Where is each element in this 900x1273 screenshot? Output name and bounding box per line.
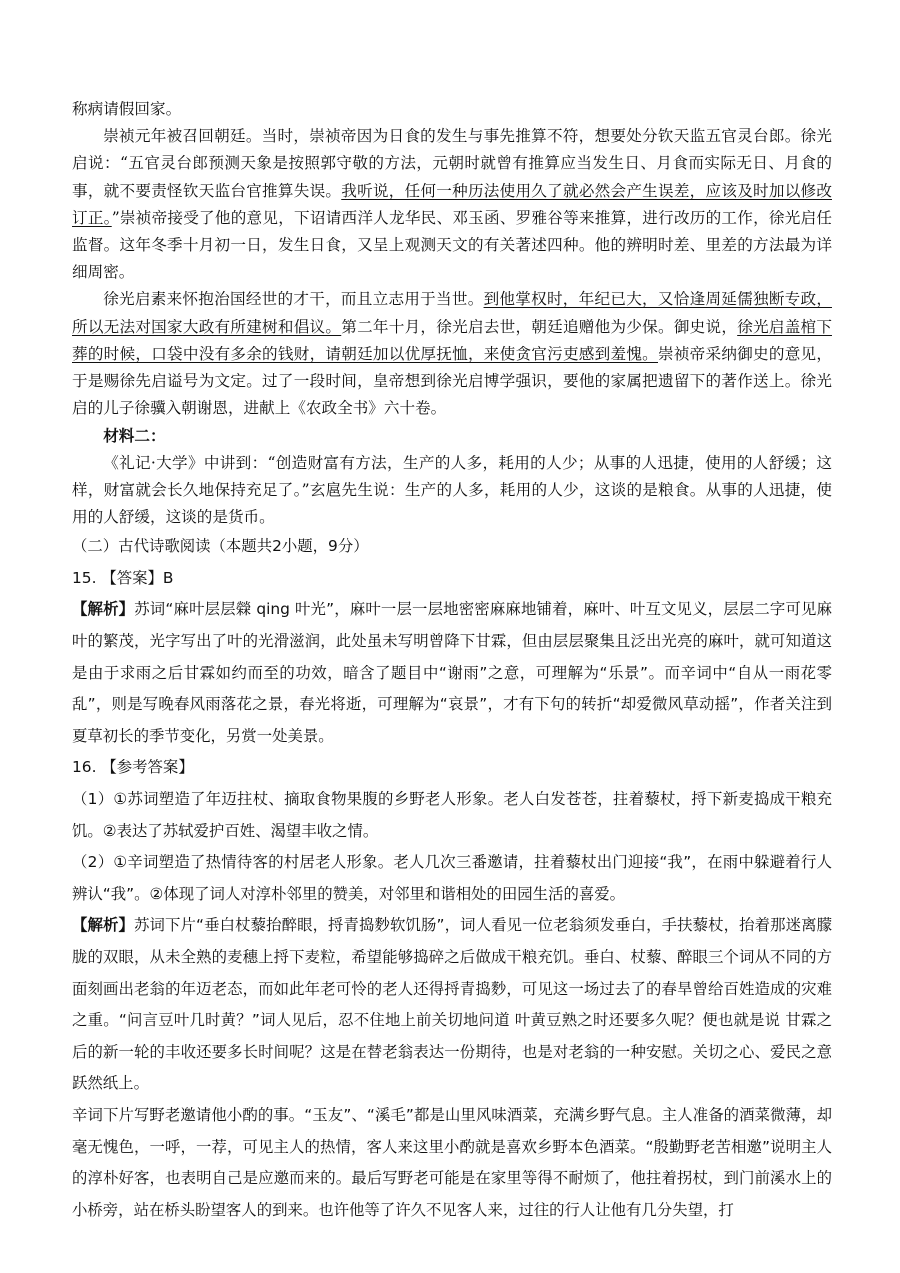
underlined-text: 徐光启盖棺下葬的时候，口袋中没有多余的钱财，请朝廷加以优厚抚恤，来使贪官污吏感到羞愧。 [72, 317, 832, 363]
q16-analysis [72, 910, 832, 1100]
q15-answer: 15. 【答案】B [72, 568, 174, 587]
text: ”崇祯帝接受了他的意见，下诏请西洋人龙华民、邓玉函、罗雅谷等来推算，进行改历的工作，徐光启任监督。这年冬季十月初一日，发生日食，又呈上观测天文的有关著述四种。他的辨明时差、里差的方法最为详细周密。 [72, 208, 833, 282]
section-heading: （二）古代诗歌阅读（本题共2小题，9分） [72, 537, 369, 556]
analysis-label: 【解析】 [72, 600, 135, 619]
paragraph [72, 123, 832, 286]
q16-analysis-continued: 辛词下片写野老邀请他小酌的事。“玉友”、“溪毛”都是山里风味酒菜，充满乡野气息。主人准备的酒菜微薄，却毫无愧色，一呼，一荐，可见主人的热情，客人来这里小酌就是喜欢乡野本色酒菜。“殷勤野老苦相邀”说明主人的淳朴好客，也表明自己是应邀而来的。最后写野老可能是在家里等得不耐烦了，他拄着拐杖，到门前溪水上的小桥旁，站在桥头盼望客人的到来。也许他等了许久不见客人来，过往的行人让他有几分失望，打 [72, 1105, 832, 1219]
answer-section [72, 531, 832, 1226]
text: 崇祯帝采纳御史的意见，于是赐徐先启谥号为文定。过了一段时间，皇帝想到徐光启博学强识，要他的家属把遗留下的著作送上。徐光启的儿子徐骥入朝谢恩，进献上《农政全书》六十卷。 [72, 344, 832, 418]
paragraph [72, 286, 832, 422]
analysis-label: 【解析】 [72, 916, 134, 935]
underlined-text: 到他掌权时，年纪已大，又恰逢周延儒独断专政，所以无法对国家大政有所建树和倡议。 [72, 290, 832, 336]
q16-item-2: （2）①辛词塑造了热情待客的村居老人形象。老人几次三番邀请，拄着藜杖出门迎接“我”，在雨中躲避着行人辨认“我”。②体现了词人对淳朴邻里的赞美，对邻里和谐相处的田园生活的喜爱。 [72, 853, 832, 903]
text: 第二年十月，徐光启去世，朝廷追赠他为少保。御史说， [341, 317, 738, 336]
text: 徐光启素来怀抱治国经世的才干，而且立志用于当世。 [103, 290, 484, 309]
text: 苏词下片“垂白杖藜抬醉眼，捋青捣麨软饥肠”，词人看见一位老翁须发垂白，手扶藜杖，抬着那迷离朦胧的双眼，从未全熟的麦穗上捋下麦粒，希望能够捣碎之后做成干粮充饥。垂白、杖藜、醉眼三个词从不同的方面刻画出老翁的年迈老态，而如此年老可怜的老人还得捋青捣麨，可见这一场过去了的春旱曾给百姓造成的灾难之重。“问言豆叶几时黄？”词人见后，忍不住地上前关切地问道 叶黄豆熟之时还要多久呢？便也就是说 甘霖之后的新一轮的丰收还要多长时间呢？这是在替老翁表达一份期待，也是对老翁的一种安慰。关切之心、爱民之意跃然纸上。 [72, 916, 832, 1093]
underlined-text: 我听说，任何一种历法使用久了就必然会产生误差，应该及时加以修改订正。 [72, 181, 832, 227]
q15-analysis [72, 594, 832, 752]
text: 崇祯元年被召回朝廷。当时，崇祯帝因为日食的发生与事先推算不符，想要处分钦天监五官灵台郎。徐光启说：“五官灵台郎预测天象是按照郭守敬的方法，元朝时就曾有推算应当发生日、月食而实际无日、月食的事，就不要责怪钦天监台官推算失误。 [72, 127, 832, 200]
q16-answer: 16. 【参考答案】 [72, 758, 194, 777]
paragraph: 称病请假回家。 [72, 100, 182, 118]
text: 苏词“麻叶层层檾 qing 叶光”，麻叶一层一层地密密麻麻地铺着，麻叶、叶互文见义，层层二字可见麻叶的繁茂，光字写出了叶的光滑滋润，此处虽未写明曾降下甘霖，但由层层聚集且泛出光亮的麻叶，就可知道这是由于求雨之后甘霖如约而至的功效，暗含了题目中“谢雨”之意，可理解为“乐景”。而辛词中“自从一雨花零乱”，则是写晚春风雨落花之景，春光将逝，可理解为“哀景”，才有下句的转折“却爱微风草动摇”，作者关注到夏草初长的季节变化，另赏一处美景。 [72, 600, 832, 745]
material-two-heading: 材料二： [103, 426, 166, 446]
document-body [72, 96, 832, 1226]
paragraph: 《礼记·大学》中讲到：“创造财富有方法，生产的人多，耗用的人少；从事的人迅捷，使用的人舒缓；这样，财富就会长久地保持充足了。”玄扈先生说：生产的人多，耗用的人少，这谈的是粮食。从事的人迅捷，使用的人舒缓，这谈的是货币。 [72, 453, 832, 527]
q16-item-1: （1）①苏词塑造了年迈拄杖、摘取食物果腹的乡野老人形象。老人白发苍苍，拄着藜杖，捋下新麦捣成干粮充饥。②表达了苏轼爱护百姓、渴望丰收之情。 [72, 790, 832, 840]
